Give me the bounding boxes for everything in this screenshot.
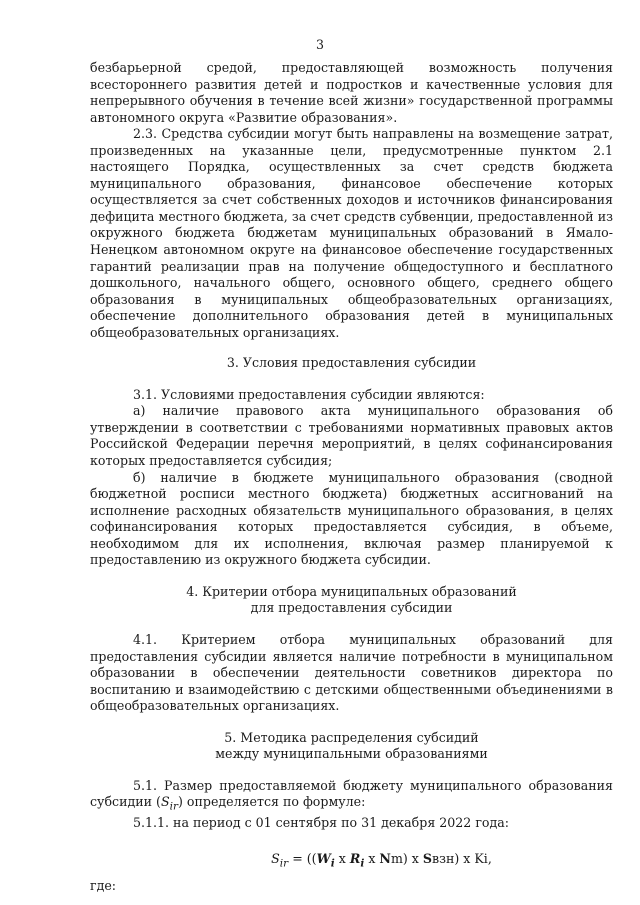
section-heading-5-line1: 5. Методика распределения субсидий [224,729,479,745]
paragraph-intro: безбарьерной средой, предоставляющей возможность получения всестороннего развития детей и подростков и качественные условия для непрерывного обучения в течение всей жизни» государственной программы автономного округа «Развитие образования». [90,60,613,125]
section-heading-5 [90,730,613,763]
formula: $S_{ir} = ((W_i$ x $R_i$ x Nm) x Sвзн) x Ki, [271,850,492,870]
paragraph-3-1: 3.1. Условиями предоставления субсидии являются: [133,386,485,402]
section-heading-4-line1: 4. Критерии отбора муниципальных образований [186,583,517,599]
document-body [90,60,613,895]
formula-r: $R_i$ [349,850,365,870]
paragraph-3-1-a: а) наличие правового акта муниципального образования об утверждении в соответствии с требованиями нормативных правовых актов Российской Федерации перечня мероприятий, в целях софинансирования которых предоставляется субсидия; [90,403,613,469]
paragraph-4-1: 4.1. Критерием отбора муниципальных образований для предоставления субсидии является наличие потребности в муниципальном образовании в обеспечении деятельности советников директора по воспитанию и взаимодействию с детскими общественными объединениями в общеобразовательных организациях. [90,631,613,714]
paragraph-2-3: 2.3. Средства субсидии могут быть направлены на возмещение затрат, произведенных на указанные цели, предусмотренные пунктом 2.1 настоящего Порядка, осуществленных за счет средств бюджета муниципального образования, финансовое обеспечение которых осуществляется за счет собственных доходов и источников финансирования дефицита местного бюджета, за счет средств субвенции, предоставленной из окружного бюджета бюджетам муниципальных образований в Ямало-Ненецком автономном округе на финансовое обеспечение государственных гарантий реализации прав на получение общедоступного и бесплатного дошкольного, начального общего, основного общего, среднего общего образования в муниципальных общеобразовательных организациях, обеспечение дополнительного образования детей в муниципальных общеобразовательных организациях. [90,126,613,340]
section-heading-5-line2: между муниципальными образованиями [215,746,488,762]
paragraph-5-1-1: 5.1.1. на период с 01 сентября по 31 декабря 2022 года: [133,815,510,831]
section-heading-4-line2: для предоставления субсидии [250,600,453,616]
formula-s: $S_{ir}$ [271,850,289,870]
formula-n: N [379,850,391,866]
section-heading-4 [90,584,613,617]
formula-w: $W_i$ [316,850,335,870]
paragraph-5-1-text-b: ) определяется по формуле: [177,794,366,810]
section-heading-3: 3. Условия предоставления субсидии [226,355,477,371]
paragraph-5-1-text-a: 5.1. Размер предоставляемой бюджету муниципального образования субсидии ( [90,777,613,810]
where-label: где: [90,878,117,893]
paragraph-5-1 [90,778,613,816]
paragraph-3-1-b: б) наличие в бюджете муниципального образования (сводной бюджетной росписи местного бюджета) бюджетных ассигнований на исполнение расходных обязательств муниципального образования, в целях софинансирования которых предоставляется субсидия, в объеме, необходимом для их исполнения, включая размер планируемой к предоставлению из окружного бюджета субсидии. [90,469,613,568]
formula-s2: S [422,850,433,866]
subsidy-symbol: $S_{ir}$ [160,794,178,813]
page-number: 3 [315,37,324,52]
